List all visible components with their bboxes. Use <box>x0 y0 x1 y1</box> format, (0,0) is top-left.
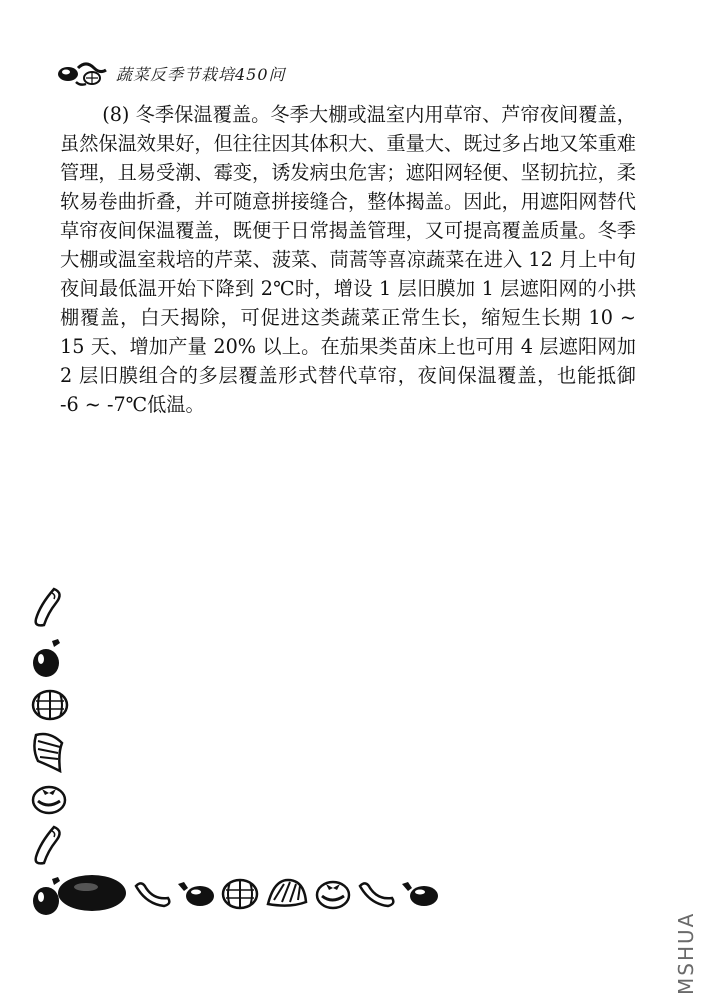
cucumber-icon <box>132 878 172 908</box>
pumpkin-icon <box>30 687 70 721</box>
eggplant-icon <box>400 878 440 908</box>
body-text <box>60 100 636 419</box>
cucumber-icon <box>30 823 64 867</box>
eggplant-icon <box>30 637 66 679</box>
cucumber-icon <box>30 585 64 629</box>
cucumber-icon <box>356 878 396 908</box>
pumpkin-icon <box>220 876 260 910</box>
vegetables-logo-icon <box>56 58 108 88</box>
blob-icon <box>56 871 128 915</box>
paragraph: (8) 冬季保温覆盖。冬季大棚或温室内用草帘、芦帘夜间覆盖，虽然保温效果好，但往往因其体积大、重量大、既过多占地又笨重难管理，且易受潮、霉变，诱发病虫危害；遮阳网轻便、坚韧抗拉，柔软易卷曲折叠，并可随意拼接缝合，整体揭盖。因此，用遮阳网替代草帘夜间保温覆盖，既便于日常揭盖管理，又可提高覆盖质量。冬季大棚或温室栽培的芹菜、菠菜、茼蒿等喜凉蔬菜在进入 12 月上中旬夜间最低温开始下降到 2℃时，增设 1 层旧膜加 1 层遮阳网的小拱棚覆盖，白天揭除，可促进这类蔬菜正常生长，缩短生长期 10 ~ 15 天、增加产量 20% 以上。在茄果类苗床上也可用 4 层遮阳网加 2 层旧膜组合的多层覆盖形式替代草帘，夜间保温覆盖，也能抵御 -6 ~ -7℃低温。 <box>60 103 636 416</box>
cabbage-icon <box>264 876 310 910</box>
book-title: 蔬菜反季节栽培450问 <box>116 64 286 84</box>
cabbage-icon <box>30 729 68 773</box>
running-header <box>56 58 286 88</box>
tomato-icon <box>30 781 68 815</box>
watermark: MSHUA <box>674 911 698 995</box>
eggplant-icon <box>176 878 216 908</box>
tomato-icon <box>314 876 352 910</box>
bottom-vegetable-border <box>56 868 444 918</box>
